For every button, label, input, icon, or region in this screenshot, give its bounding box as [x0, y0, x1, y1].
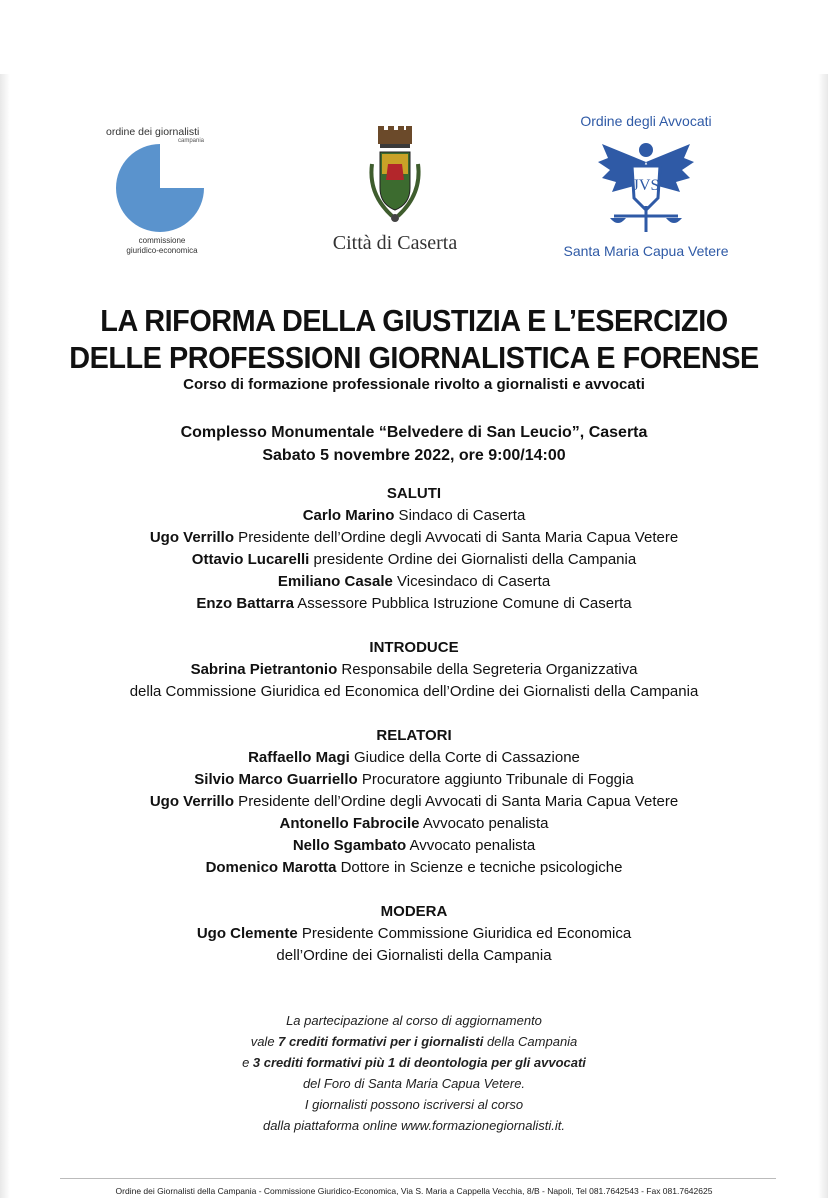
- credits-line-4: del Foro di Santa Maria Capua Vetere.: [302, 1076, 526, 1091]
- event-subtitle: Corso di formazione professionale rivolto a giornalisti e avvocati: [183, 376, 645, 393]
- person-name: Silvio Marco Guarriello: [194, 771, 358, 788]
- person-role: Assessore Pubblica Istruzione Comune di Caserta: [293, 595, 632, 612]
- event-title: [0, 302, 828, 376]
- logo-left-line3: commissione: [138, 236, 186, 245]
- person-name: Ottavio Lucarelli: [191, 551, 310, 568]
- relatori-person: [0, 791, 828, 813]
- saluti-person: [0, 527, 828, 549]
- person-name: Emiliano Casale: [277, 573, 393, 590]
- saluti-person: [0, 593, 828, 615]
- avvocati-logo-bottom: Santa Maria Capua Vetere: [563, 243, 729, 259]
- person-role: Sindaco di Caserta: [394, 507, 526, 524]
- person-role: Vicesindaco di Caserta: [392, 573, 551, 590]
- credits-line-3: [0, 1052, 828, 1073]
- introduce-role-continued: della Commissione Giuridica ed Economica dell’Ordine dei Giornalisti della Campania: [129, 683, 699, 700]
- person-role: Procuratore aggiunto Tribunale di Foggia: [357, 771, 634, 788]
- event-venue: [0, 421, 828, 467]
- footer-contact: Ordine dei Giornalisti della Campania - Commissione Giuridico-Economica, Via S. Maria a Cappella Vecchia, 8/B - Napoli, Tel 081.7642543 - Fax 081.7642625: [115, 1186, 713, 1196]
- relatori-person: [0, 857, 828, 879]
- person-role: Responsabile della Segreteria Organizzativa: [337, 661, 638, 678]
- ordine-avvocati-logo: [548, 110, 744, 270]
- citta-caserta-caption: Città di Caserta: [332, 232, 458, 254]
- svg-text:JVS: JVS: [632, 177, 660, 194]
- person-role: presidente Ordine dei Giornalisti della Campania: [309, 551, 637, 568]
- logo-left-line1: ordine dei giornalisti: [106, 126, 200, 138]
- introduce-person: [0, 659, 828, 681]
- person-name: Ugo Verrillo: [149, 793, 235, 810]
- saluti-section: [0, 483, 828, 615]
- relatori-person: [0, 769, 828, 791]
- modera-role-continued: dell’Ordine dei Giornalisti della Campania: [276, 947, 552, 964]
- saluti-person: [0, 505, 828, 527]
- person-name: Domenico Marotta: [205, 859, 337, 876]
- person-role: Presidente dell’Ordine degli Avvocati di Santa Maria Capua Vetere: [234, 793, 679, 810]
- venue-place: Complesso Monumentale “Belvedere di San Leucio”, Caserta: [180, 424, 648, 441]
- eagle-scales-icon: [594, 136, 698, 236]
- modera-section: [0, 901, 828, 967]
- person-name: Nello Sgambato: [292, 837, 407, 854]
- credits-line-5: I giornalisti possono iscriversi al corso: [304, 1097, 524, 1112]
- logo-left-caption: [118, 236, 206, 256]
- ordine-giornalisti-logo: [100, 120, 240, 270]
- person-name: Raffaello Magi: [248, 749, 350, 766]
- title-line-2: DELLE PROFESSIONI GIORNALISTICA E FORENSE: [69, 340, 759, 375]
- relatori-person: [0, 747, 828, 769]
- modera-heading: MODERA: [380, 903, 448, 920]
- introduce-heading: INTRODUCE: [369, 639, 459, 656]
- top-margin: [0, 0, 828, 74]
- modera-person: [0, 923, 828, 945]
- relatori-person: [0, 835, 828, 857]
- person-name: Ugo Verrillo: [149, 529, 235, 546]
- person-role: Presidente dell’Ordine degli Avvocati di Santa Maria Capua Vetere: [234, 529, 679, 546]
- citta-caserta-logo: [310, 120, 480, 270]
- person-role: Presidente Commissione Giuridica ed Economica: [297, 925, 632, 942]
- credits-text: vale: [250, 1034, 279, 1049]
- title-line-1: LA RIFORMA DELLA GIUSTIZIA E L’ESERCIZIO: [100, 303, 728, 338]
- logo-left-line2: campania: [178, 138, 205, 144]
- credits-bold: 3 crediti formativi più 1 di deontologia per gli avvocati: [252, 1055, 586, 1070]
- pie-logo-icon: [110, 142, 210, 234]
- relatori-heading: RELATORI: [376, 727, 452, 744]
- person-name: Enzo Battarra: [196, 595, 294, 612]
- person-name: Sabrina Pietrantonio: [190, 661, 338, 678]
- person-role: Dottore in Scienze e tecniche psicologiche: [336, 859, 623, 876]
- saluti-person: [0, 571, 828, 593]
- credits-paragraph: [0, 1010, 828, 1136]
- introduce-section: [0, 637, 828, 703]
- venue-date: Sabato 5 novembre 2022, ore 9:00/14:00: [262, 447, 566, 464]
- credits-line-1: La partecipazione al corso di aggiornamento: [286, 1013, 542, 1028]
- coat-of-arms-icon: [358, 124, 432, 228]
- credits-line-6: dalla piattaforma online www.formazionegiornalisti.it.: [262, 1118, 566, 1133]
- person-name: Carlo Marino: [302, 507, 395, 524]
- footer-divider: [60, 1178, 776, 1179]
- saluti-heading: SALUTI: [386, 485, 442, 502]
- relatori-section: [0, 725, 828, 879]
- credits-bold: 7 crediti formativi per i giornalisti: [278, 1034, 484, 1049]
- credits-text: e: [242, 1055, 253, 1070]
- relatori-person: [0, 813, 828, 835]
- avvocati-logo-top: Ordine degli Avvocati: [580, 113, 712, 129]
- person-role: Avvocato penalista: [406, 837, 536, 854]
- credits-text: della Campania: [483, 1034, 578, 1049]
- person-role: Giudice della Corte di Cassazione: [349, 749, 580, 766]
- logo-left-line4: giuridico-economica: [126, 246, 198, 255]
- credits-line-2: [0, 1031, 828, 1052]
- person-role: Avvocato penalista: [419, 815, 549, 832]
- person-name: Antonello Fabrocile: [279, 815, 420, 832]
- person-name: Ugo Clemente: [196, 925, 298, 942]
- saluti-person: [0, 549, 828, 571]
